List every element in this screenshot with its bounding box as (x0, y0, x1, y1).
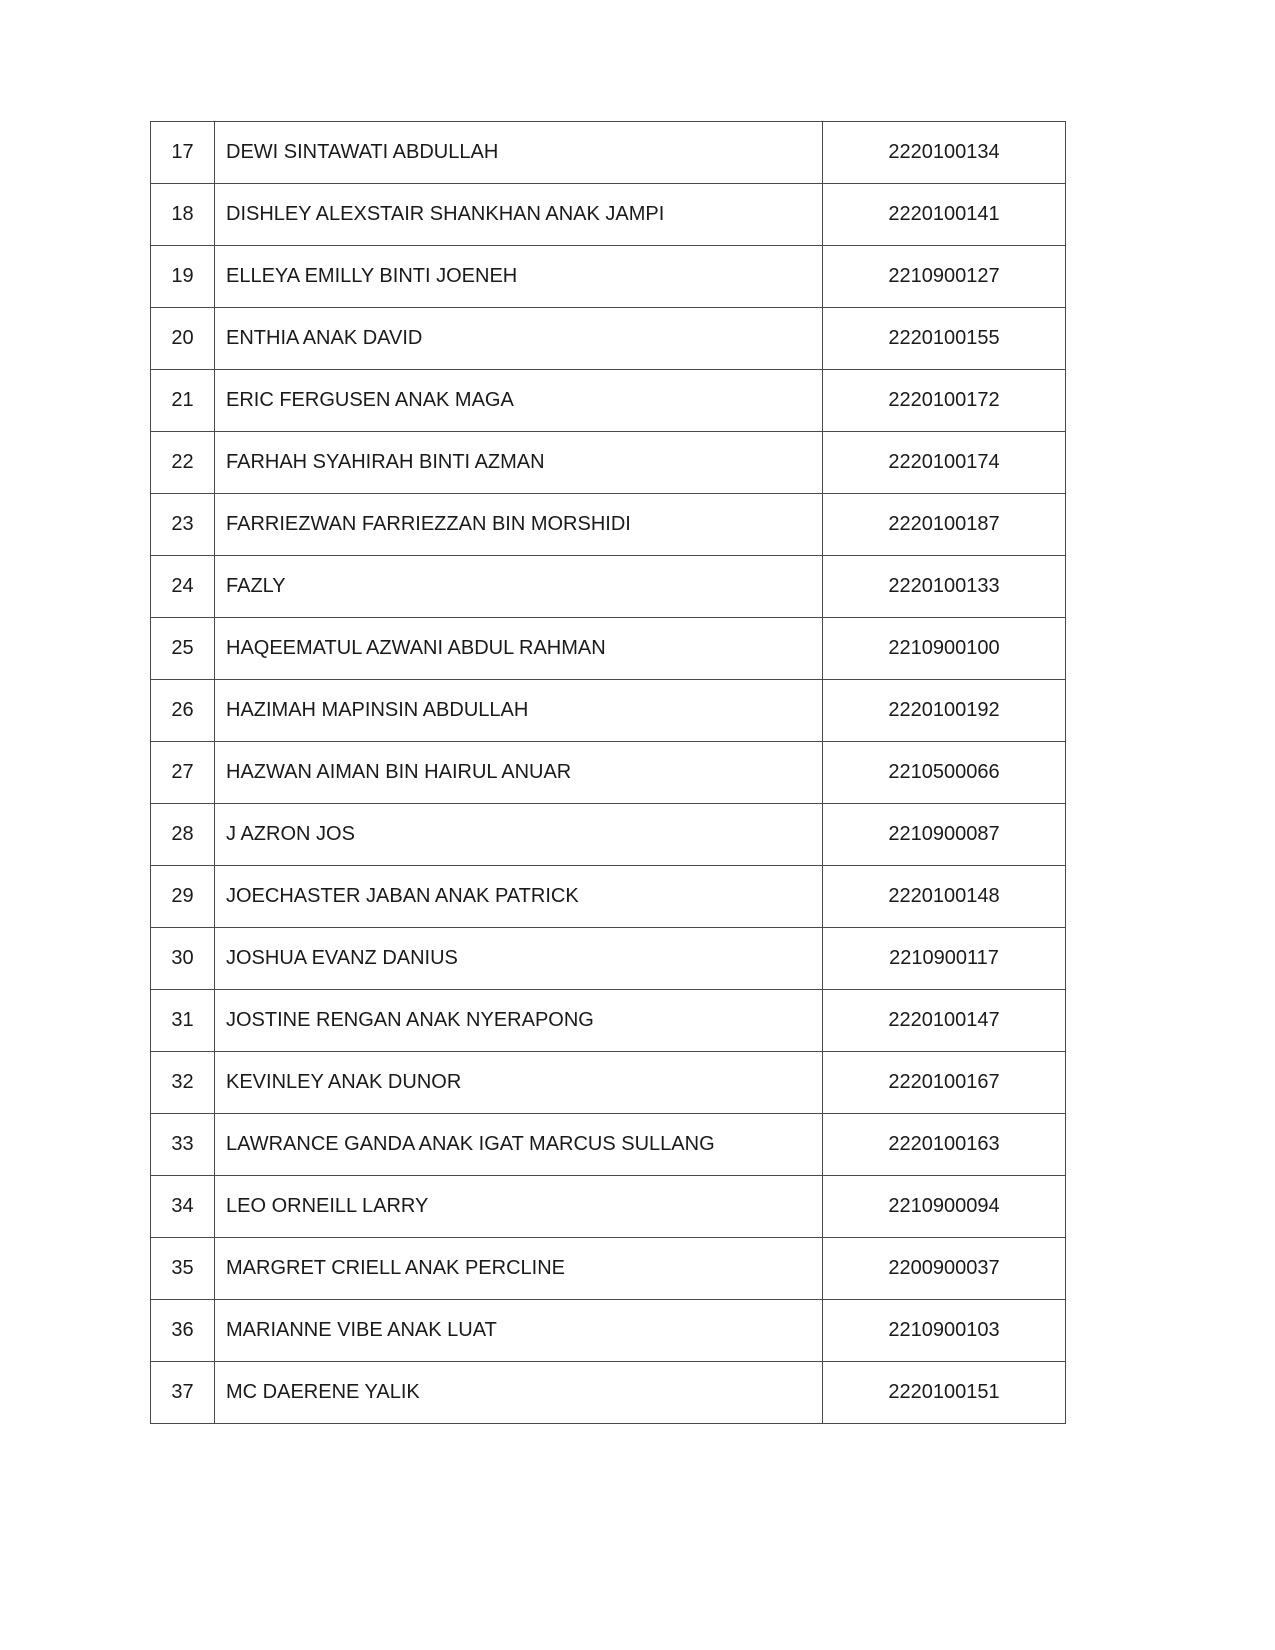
table-row (151, 432, 1066, 494)
student-name-cell: ENTHIA ANAK DAVID (215, 308, 823, 370)
student-id-cell: 2210900100 (823, 618, 1066, 680)
table-row (151, 494, 1066, 556)
student-name-cell: HAQEEMATUL AZWANI ABDUL RAHMAN (215, 618, 823, 680)
student-name-cell: KEVINLEY ANAK DUNOR (215, 1052, 823, 1114)
table-row (151, 804, 1066, 866)
student-id-cell: 2220100155 (823, 308, 1066, 370)
student-id-cell: 2210900094 (823, 1176, 1066, 1238)
student-id-cell: 2220100163 (823, 1114, 1066, 1176)
student-id-cell: 2210900127 (823, 246, 1066, 308)
row-number-cell: 34 (151, 1176, 215, 1238)
student-name-cell: FARHAH SYAHIRAH BINTI AZMAN (215, 432, 823, 494)
student-id-cell: 2220100141 (823, 184, 1066, 246)
table-row (151, 1362, 1066, 1424)
student-name-cell: MARIANNE VIBE ANAK LUAT (215, 1300, 823, 1362)
row-number-cell: 19 (151, 246, 215, 308)
table-row (151, 1176, 1066, 1238)
row-number-cell: 18 (151, 184, 215, 246)
student-name-cell: JOSTINE RENGAN ANAK NYERAPONG (215, 990, 823, 1052)
row-number-cell: 33 (151, 1114, 215, 1176)
student-id-cell: 2220100167 (823, 1052, 1066, 1114)
table-row (151, 742, 1066, 804)
table-row (151, 246, 1066, 308)
row-number-cell: 37 (151, 1362, 215, 1424)
row-number-cell: 22 (151, 432, 215, 494)
student-name-cell: HAZIMAH MAPINSIN ABDULLAH (215, 680, 823, 742)
table-row (151, 990, 1066, 1052)
student-name-cell: LEO ORNEILL LARRY (215, 1176, 823, 1238)
student-name-cell: FARRIEZWAN FARRIEZZAN BIN MORSHIDI (215, 494, 823, 556)
student-name-cell: HAZWAN AIMAN BIN HAIRUL ANUAR (215, 742, 823, 804)
student-name-cell: ERIC FERGUSEN ANAK MAGA (215, 370, 823, 432)
row-number-cell: 32 (151, 1052, 215, 1114)
row-number-cell: 35 (151, 1238, 215, 1300)
student-name-cell: DEWI SINTAWATI ABDULLAH (215, 122, 823, 184)
row-number-cell: 36 (151, 1300, 215, 1362)
table-row (151, 680, 1066, 742)
student-id-cell: 2210900087 (823, 804, 1066, 866)
student-id-cell: 2220100174 (823, 432, 1066, 494)
student-id-cell: 2200900037 (823, 1238, 1066, 1300)
student-id-cell: 2220100151 (823, 1362, 1066, 1424)
row-number-cell: 28 (151, 804, 215, 866)
row-number-cell: 29 (151, 866, 215, 928)
student-name-cell: MC DAERENE YALIK (215, 1362, 823, 1424)
table-row (151, 1114, 1066, 1176)
row-number-cell: 31 (151, 990, 215, 1052)
student-id-cell: 2210500066 (823, 742, 1066, 804)
row-number-cell: 25 (151, 618, 215, 680)
student-id-cell: 2220100172 (823, 370, 1066, 432)
student-id-cell: 2220100134 (823, 122, 1066, 184)
row-number-cell: 26 (151, 680, 215, 742)
student-name-cell: JOSHUA EVANZ DANIUS (215, 928, 823, 990)
table-row (151, 866, 1066, 928)
row-number-cell: 23 (151, 494, 215, 556)
student-id-cell: 2220100147 (823, 990, 1066, 1052)
student-id-cell: 2210900117 (823, 928, 1066, 990)
student-name-cell: DISHLEY ALEXSTAIR SHANKHAN ANAK JAMPI (215, 184, 823, 246)
row-number-cell: 27 (151, 742, 215, 804)
table-row (151, 1052, 1066, 1114)
student-name-cell: J AZRON JOS (215, 804, 823, 866)
table-row (151, 184, 1066, 246)
table-row (151, 122, 1066, 184)
table-row (151, 556, 1066, 618)
table-row (151, 1238, 1066, 1300)
table-row (151, 1300, 1066, 1362)
student-name-cell: MARGRET CRIELL ANAK PERCLINE (215, 1238, 823, 1300)
row-number-cell: 17 (151, 122, 215, 184)
student-name-cell: LAWRANCE GANDA ANAK IGAT MARCUS SULLANG (215, 1114, 823, 1176)
student-name-cell: FAZLY (215, 556, 823, 618)
table-row (151, 928, 1066, 990)
student-list-table (150, 121, 1066, 1424)
student-name-cell: ELLEYA EMILLY BINTI JOENEH (215, 246, 823, 308)
row-number-cell: 21 (151, 370, 215, 432)
table-body (151, 122, 1066, 1424)
row-number-cell: 24 (151, 556, 215, 618)
row-number-cell: 20 (151, 308, 215, 370)
table-row (151, 370, 1066, 432)
table-row (151, 618, 1066, 680)
student-id-cell: 2220100187 (823, 494, 1066, 556)
table-row (151, 308, 1066, 370)
student-id-cell: 2220100133 (823, 556, 1066, 618)
student-id-cell: 2210900103 (823, 1300, 1066, 1362)
row-number-cell: 30 (151, 928, 215, 990)
student-name-cell: JOECHASTER JABAN ANAK PATRICK (215, 866, 823, 928)
student-id-cell: 2220100148 (823, 866, 1066, 928)
student-id-cell: 2220100192 (823, 680, 1066, 742)
